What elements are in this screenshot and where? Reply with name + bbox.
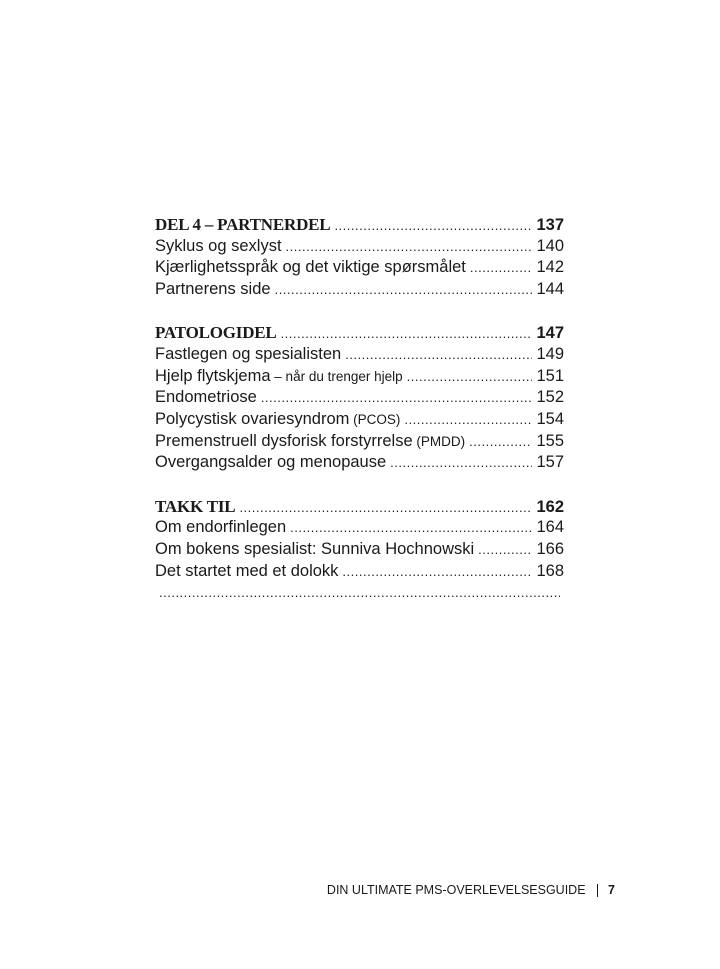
dot-leader [404,409,532,431]
toc-entry[interactable] [155,561,564,583]
toc-entry[interactable] [155,366,564,388]
dot-leader [275,279,533,301]
footer-divider [597,884,599,897]
toc-entry-label: Overgangsalder og menopause [155,453,387,472]
page-footer [327,882,615,898]
toc-entry[interactable] [155,236,564,258]
toc-entry-label: Endometriose [155,388,257,407]
toc-entry-label: Kjærlighetsspråk og det viktige spørsmålet [155,258,466,277]
toc-entry-label: Fastlegen og spesialisten [155,344,342,363]
page-number: 7 [608,883,615,897]
toc-page-number: 142 [536,258,564,277]
toc-entry[interactable] [155,517,564,539]
toc-entry[interactable] [155,344,564,366]
toc-heading-label: PATOLOGIDEL [155,323,277,343]
dot-leader [342,561,532,583]
toc-page-number: 147 [536,324,564,343]
toc-entry[interactable] [155,539,564,561]
toc-page-number: 157 [536,453,564,472]
dot-leader [407,366,533,388]
dot-leader [290,517,532,539]
dot-leader [159,582,560,604]
toc-entry-label: Hjelp flytskjema – når du trenger hjelp [155,366,403,385]
toc-entry-label: Polycystisk ovariesyndrom (PCOS) [155,410,401,428]
toc-section-heading[interactable] [155,322,564,344]
table-of-contents [155,214,564,604]
toc-entry-label: Partnerens side [155,280,271,299]
toc-page-number: 154 [536,410,564,428]
toc-page-number: 152 [536,388,564,407]
dot-leader [239,497,532,519]
toc-section-heading[interactable] [155,214,564,236]
dot-leader [390,452,532,474]
dot-leader [469,431,532,453]
toc-page-number: 151 [536,366,564,385]
toc-page-number: 137 [536,216,564,234]
toc-page-number: 168 [536,561,564,580]
toc-page-number: 155 [536,431,564,450]
toc-page-number: 162 [536,497,564,516]
dot-leader [281,323,533,345]
toc-entry-label: Om endorfinlegen [155,518,287,537]
toc-heading-label: DEL 4 – PARTNERDEL [155,215,331,234]
toc-entry-label: Syklus og sexlyst [155,236,282,255]
toc-entry[interactable] [155,582,564,604]
running-title: DIN ULTIMATE PMS-OVERLEVELSESGUIDE [326,883,586,897]
section-spacer [155,301,564,323]
toc-page-number: 164 [536,518,564,537]
toc-entry-label: Premenstruell dysforisk forstyrrelse (PMDD) [155,431,466,450]
dot-leader [261,387,533,409]
toc-entry[interactable] [155,257,564,279]
toc-page-number: 166 [536,539,564,558]
dot-leader [334,215,532,237]
dot-leader [286,236,533,258]
toc-section-heading[interactable] [155,496,564,518]
toc-entry[interactable] [155,279,564,301]
dot-leader [345,344,532,366]
toc-page-number: 140 [536,236,564,255]
dot-leader [478,539,532,561]
toc-page-number: 144 [536,280,564,299]
dot-leader [470,257,533,279]
toc-heading-label: TAKK TIL [155,496,236,516]
toc-entry[interactable] [155,452,564,474]
section-spacer [155,474,564,496]
toc-entry[interactable] [155,409,564,431]
toc-entry[interactable] [155,387,564,409]
toc-page-number: 149 [536,344,564,363]
toc-entry-label: Det startet med et dolokk [155,561,339,580]
toc-entry-label: Om bokens spesialist: Sunniva Hochnowski [155,539,475,558]
toc-entry[interactable] [155,431,564,453]
